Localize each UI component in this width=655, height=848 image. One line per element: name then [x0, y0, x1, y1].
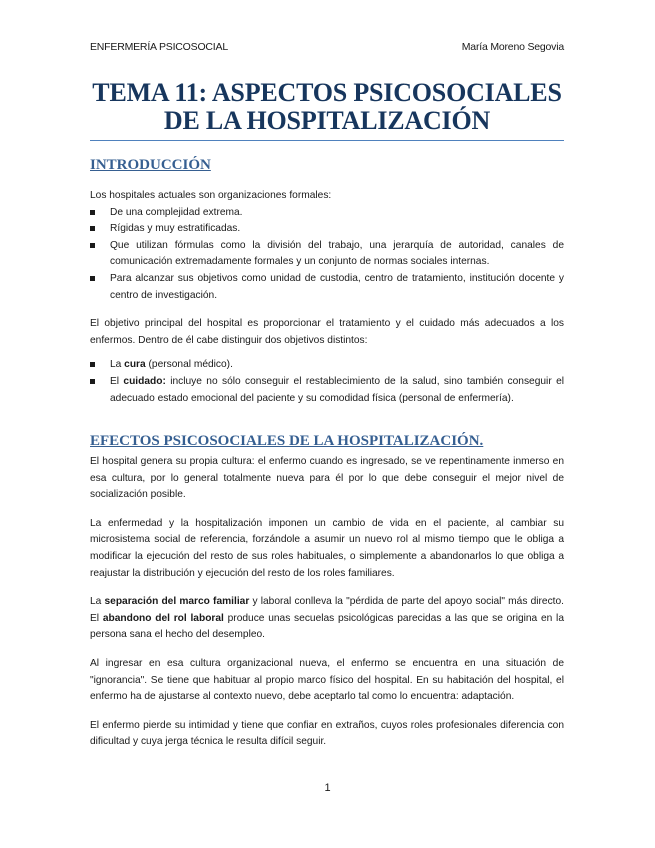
bullet-icon — [90, 210, 95, 215]
list-item-cura: La cura (personal médico). — [90, 357, 564, 374]
efectos-paragraph-5: El enfermo pierde su intimidad y tiene que confiar en extraños, cuyos roles profesionales diferencia con dificultad y cuya jerga técnica le resulta difícil seguir. — [90, 719, 564, 748]
intro-lead: Los hospitales actuales son organizaciones formales: — [90, 190, 332, 201]
bullet-icon — [90, 362, 95, 367]
objectives-list — [90, 357, 564, 407]
list-item: Rígidas y muy estratificadas. — [90, 221, 564, 238]
page-header — [90, 41, 564, 55]
title-divider — [90, 140, 564, 141]
intro-bullet-list — [90, 205, 564, 305]
page-title — [90, 79, 564, 135]
list-item: De una complejidad extrema. — [90, 205, 564, 222]
header-author: María Moreno Segovia — [461, 41, 564, 53]
section-heading-efectos: EFECTOS PSICOSOCIALES DE LA HOSPITALIZACIÓN. — [90, 433, 484, 449]
efectos-section — [90, 454, 564, 751]
bullet-icon — [90, 243, 95, 248]
section-heading-introduccion: INTRODUCCIÓN — [90, 157, 211, 173]
bullet-icon — [90, 379, 95, 384]
bullet-icon — [90, 276, 95, 281]
efectos-paragraph-3: La separación del marco familiar y laboral conlleva la "pérdida de parte del apoyo social" más directo. El abandono del rol laboral produce unas secuelas psicológicas parecidas a las que se origina en la persona sana el hecho del desempleo. — [90, 596, 564, 641]
title-line-2: DE LA HOSPITALIZACIÓN — [163, 106, 491, 135]
bullet-icon — [90, 226, 95, 231]
intro-section — [90, 188, 564, 407]
efectos-paragraph-4: Al ingresar en esa cultura organizacional nueva, el enfermo se encuentra en una situación de "ignorancia". Se tiene que habituar al propio marco físico del hospital. En su habitación del hospital, el enfermo ha de ajustarse al contexto nuevo, debe aceptarlo tal como lo encuentra: adaptación. — [90, 657, 564, 703]
title-line-1: TEMA 11: ASPECTOS PSICOSOCIALES — [92, 78, 562, 107]
page-number: 1 — [324, 782, 331, 794]
efectos-paragraph-1: El hospital genera su propia cultura: el enfermo cuando es ingresado, se ve repentinamente inmerso en esa cultura, por lo general totalmente nueva para él por lo que debe conseguir el mejor nivel de socialización posible. — [90, 456, 564, 501]
list-item-cuidado: El cuidado: incluye no sólo conseguir el restablecimiento de la salud, sino también conseguir el adecuado estado emocional del paciente y su comodidad física (personal de enfermería). — [90, 374, 564, 407]
list-item: Para alcanzar sus objetivos como unidad de custodia, centro de tratamiento, institución docente y centro de investigación. — [90, 271, 564, 304]
intro-objective: El objetivo principal del hospital es proporcionar el tratamiento y el cuidado más adecuados a los enfermos. Dentro de él cabe distinguir dos objetivos distintos: — [90, 318, 564, 346]
list-item: Que utilizan fórmulas como la división del trabajo, una jerarquía de autoridad, canales de comunicación extremadamente formales y un conjunto de normas sociales internas. — [90, 238, 564, 271]
efectos-paragraph-2: La enfermedad y la hospitalización imponen un cambio de vida en el paciente, al cambiar su microsistema social de referencia, forzándole a asumir un nuevo rol al mismo tiempo que le obliga a modificar la ejecución del resto de sus roles habituales, o simplemente a abandonarlos lo que obliga a reajustar la distribución y ejecución del resto de los roles familiares. — [90, 517, 564, 579]
header-subject: ENFERMERÍA PSICOSOCIAL — [90, 41, 228, 53]
